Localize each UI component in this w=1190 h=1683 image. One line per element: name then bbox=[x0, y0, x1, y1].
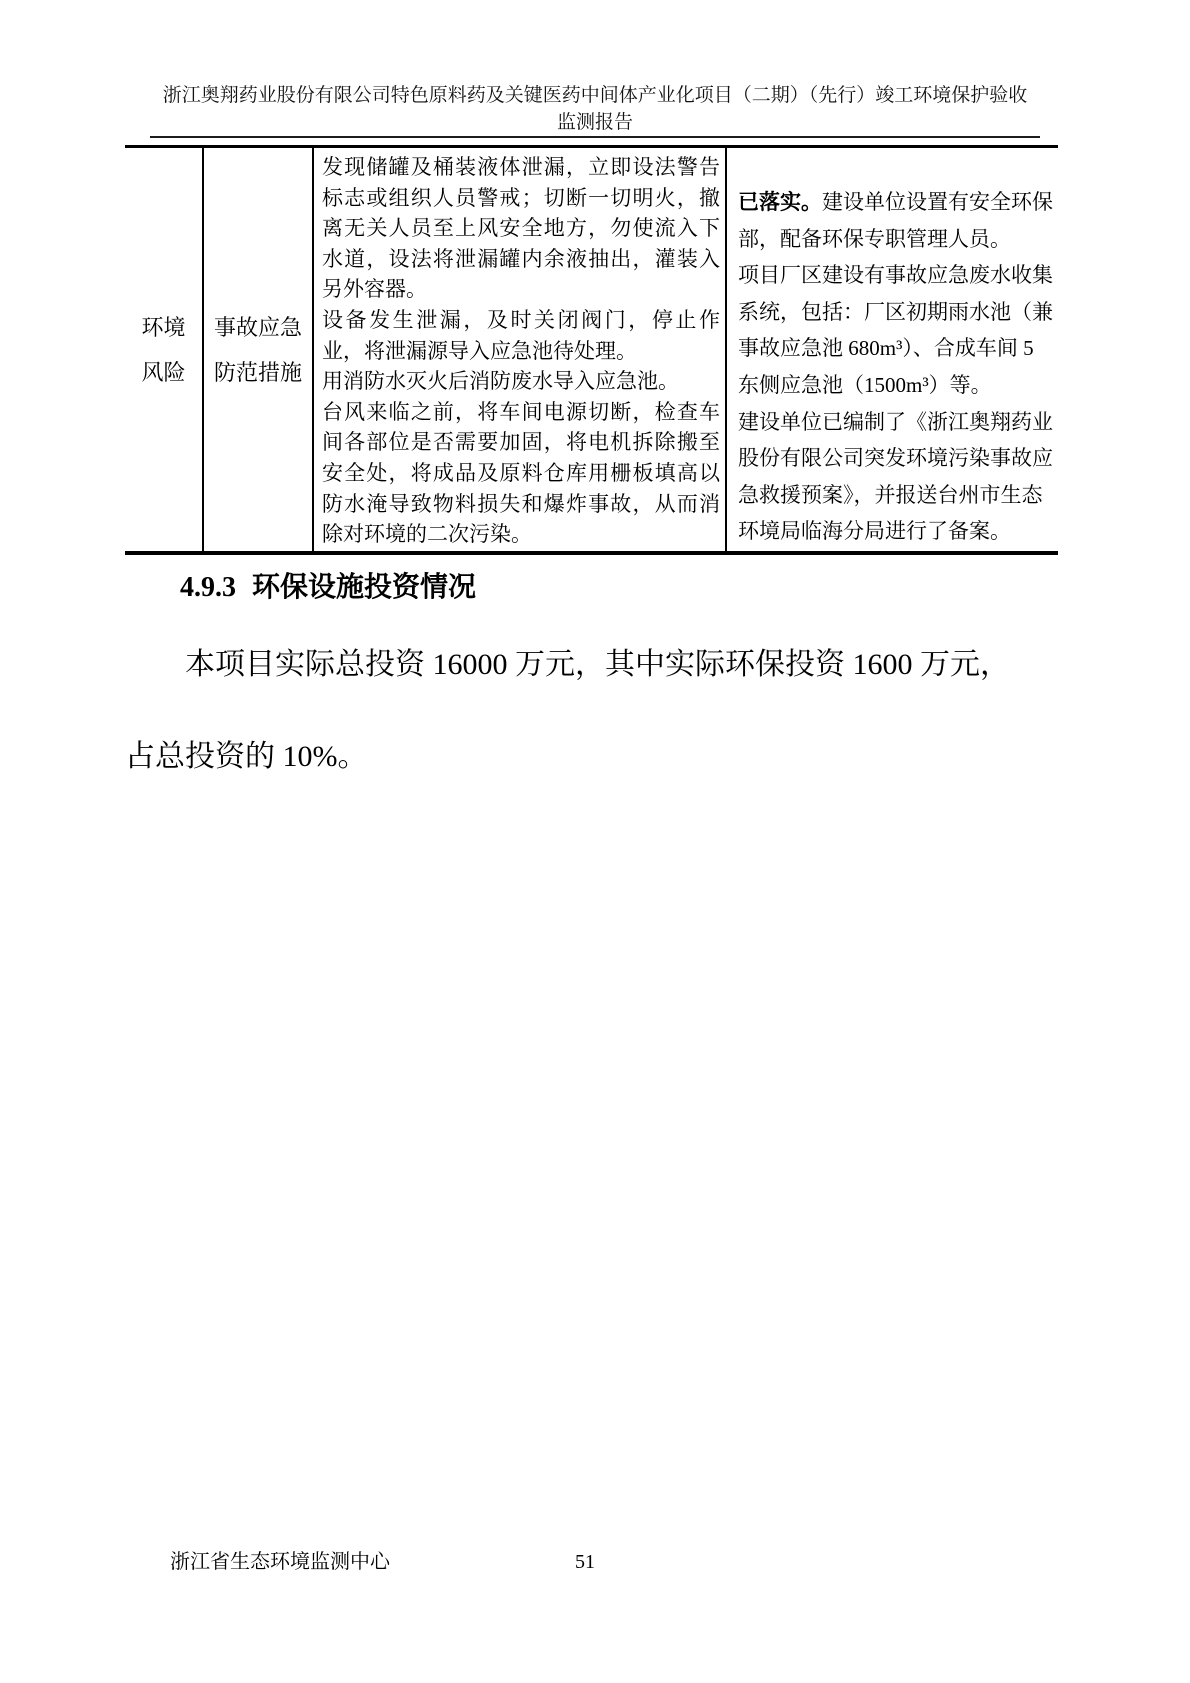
status-paragraph: 项目厂区建设有事故应急废水收集系统，包括：厂区初期雨水池（兼事故应急池 680m³）、合成车间 5 东侧应急池（1500m³）等。 bbox=[738, 263, 1053, 397]
measure-paragraph: 发现储罐及桶装液体泄漏，立即设法警告标志或组织人员警戒；切断一切明火，撤离无关人员至上风安全地方，勿使流入下水道，设法将泄漏罐内余液抽出，灌装入另外容器。 bbox=[322, 155, 720, 302]
status-lead-paragraph bbox=[738, 184, 1055, 257]
measure-paragraph: 用消防水灭火后消防废水导入应急池。 bbox=[322, 369, 679, 394]
header-title-line1: 浙江奥翔药业股份有限公司特色原料药及关键医药中间体产业化项目（二期）（先行）竣工环境保护验收 bbox=[162, 85, 1028, 106]
table-cell-status bbox=[725, 148, 1058, 551]
section-heading bbox=[180, 570, 476, 606]
body-paragraph bbox=[125, 619, 1070, 803]
table-cell-category bbox=[125, 148, 202, 551]
running-header bbox=[0, 82, 1190, 136]
page-footer bbox=[125, 1547, 1058, 1577]
header-title-line2: 监测报告 bbox=[556, 112, 633, 133]
footer-organization: 浙江省生态环境监测中心 bbox=[170, 1551, 390, 1573]
table-cell-measures bbox=[312, 148, 725, 551]
table-cell-item bbox=[202, 148, 312, 551]
body-line: 占总投资的 10%。 bbox=[125, 740, 368, 773]
page-number: 51 bbox=[575, 1551, 595, 1573]
header-rule bbox=[150, 136, 1040, 138]
status-paragraph: 建设单位已编制了《浙江奥翔药业股份有限公司突发环境污染事故应急救援预案》，并报送台州市生态环境局临海分局进行了备案。 bbox=[738, 409, 1053, 544]
status-lead-rest: 建设单位设置有安全环保部，配备环保专职管理人员。 bbox=[738, 190, 1053, 251]
risk-measures-table bbox=[125, 145, 1058, 555]
item-label: 事故应急防范措施 bbox=[213, 314, 302, 385]
category-label: 环境风险 bbox=[141, 314, 186, 385]
section-number: 4.9.3 bbox=[180, 572, 236, 603]
status-bold-lead: 已落实。 bbox=[738, 190, 822, 214]
measure-paragraph: 设备发生泄漏，及时关闭阀门，停止作业，将泄漏源导入应急池待处理。 bbox=[322, 307, 720, 363]
section-title: 环保设施投资情况 bbox=[252, 572, 477, 603]
body-line: 本项目实际总投资 16000 万元，其中实际环保投资 1600 万元， bbox=[185, 648, 1010, 681]
measure-paragraph: 台风来临之前，将车间电源切断，检查车间各部位是否需要加固，将电机拆除搬至安全处，将成品及原料仓库用栅板填高以防水淹导致物料损失和爆炸事故，从而消除对环境的二次污染。 bbox=[322, 399, 720, 547]
